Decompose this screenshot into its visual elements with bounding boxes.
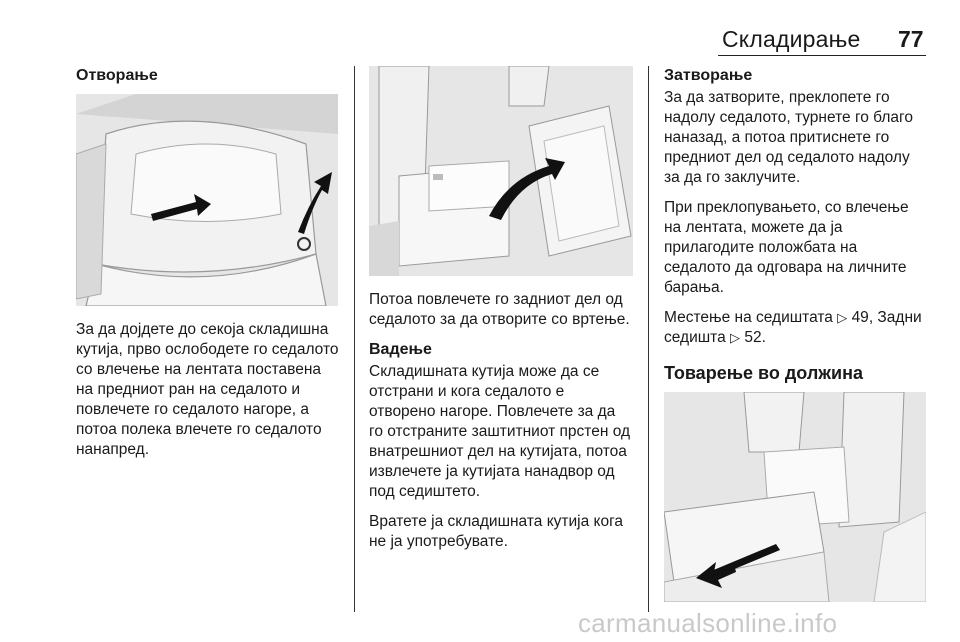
adjust-text: При преклопувањето, со влечење на лентата, можете да ја прилагодите положбата на седалото да одговара на личните барања.: [664, 199, 909, 296]
arrow-ref-icon: ▷: [730, 330, 741, 345]
reference-text: [664, 308, 926, 348]
closing-text: За да затворите, преклопете го надолу седалото, турнете го благо наназад, а потоа притиснете го предниот дел од седалото надолу за да го заклучите.: [664, 89, 913, 186]
column-2: [369, 66, 633, 562]
watermark-text: carmanualsonline.info: [578, 608, 838, 638]
column-1: [76, 66, 340, 470]
column-divider-1: [354, 66, 355, 612]
removal-text: Складишната кутија може да се отстрани и кога седалото е отворено нагоре. Повлечете за да го отстраните заштитниот прстен од внатрешниот дел на кутијата, потоа извлечете ја кутијата нанадвор од под седиштето.: [369, 363, 631, 500]
rotate-text: Потоа повлечете го задниот дел од седалото за да отворите со вртење.: [369, 291, 630, 328]
page-number: 77: [898, 26, 924, 52]
heading-opening: Отворање: [76, 67, 158, 84]
page-header: [0, 0, 960, 52]
ref-period: .: [761, 329, 766, 346]
header-divider: [718, 55, 926, 56]
illustration-long-load: [664, 392, 926, 602]
section-title: Складирање: [722, 26, 861, 52]
ref-seat-adjust-page[interactable]: 49: [851, 309, 869, 326]
arrow-ref-icon: ▷: [837, 310, 848, 325]
ref-rear-seats-page[interactable]: 52: [744, 329, 762, 346]
illustration-rotate-seat: [369, 66, 633, 276]
heading-long-load: Товарење во должина: [664, 363, 863, 383]
heading-removal: Вадење: [369, 341, 432, 358]
ref-seat-adjust: Местење на седиштата: [664, 309, 833, 326]
column-3: [664, 66, 926, 602]
return-text: Вратете ја складишната кутија кога не ја употребувате.: [369, 513, 624, 550]
opening-text: За да дојдете до секоја складишна кутија, прво ослободете го седалото со влечење на лентата поставена на предниот ран на седалото и повлечете го седалото нагоре, а потоа полека влечете го седалото нанапред.: [76, 321, 339, 458]
heading-closing: Затворање: [664, 67, 753, 84]
column-divider-2: [648, 66, 649, 612]
ref-rear-seats: , Задни седишта: [664, 309, 922, 346]
illustration-open-seat: [76, 94, 338, 306]
